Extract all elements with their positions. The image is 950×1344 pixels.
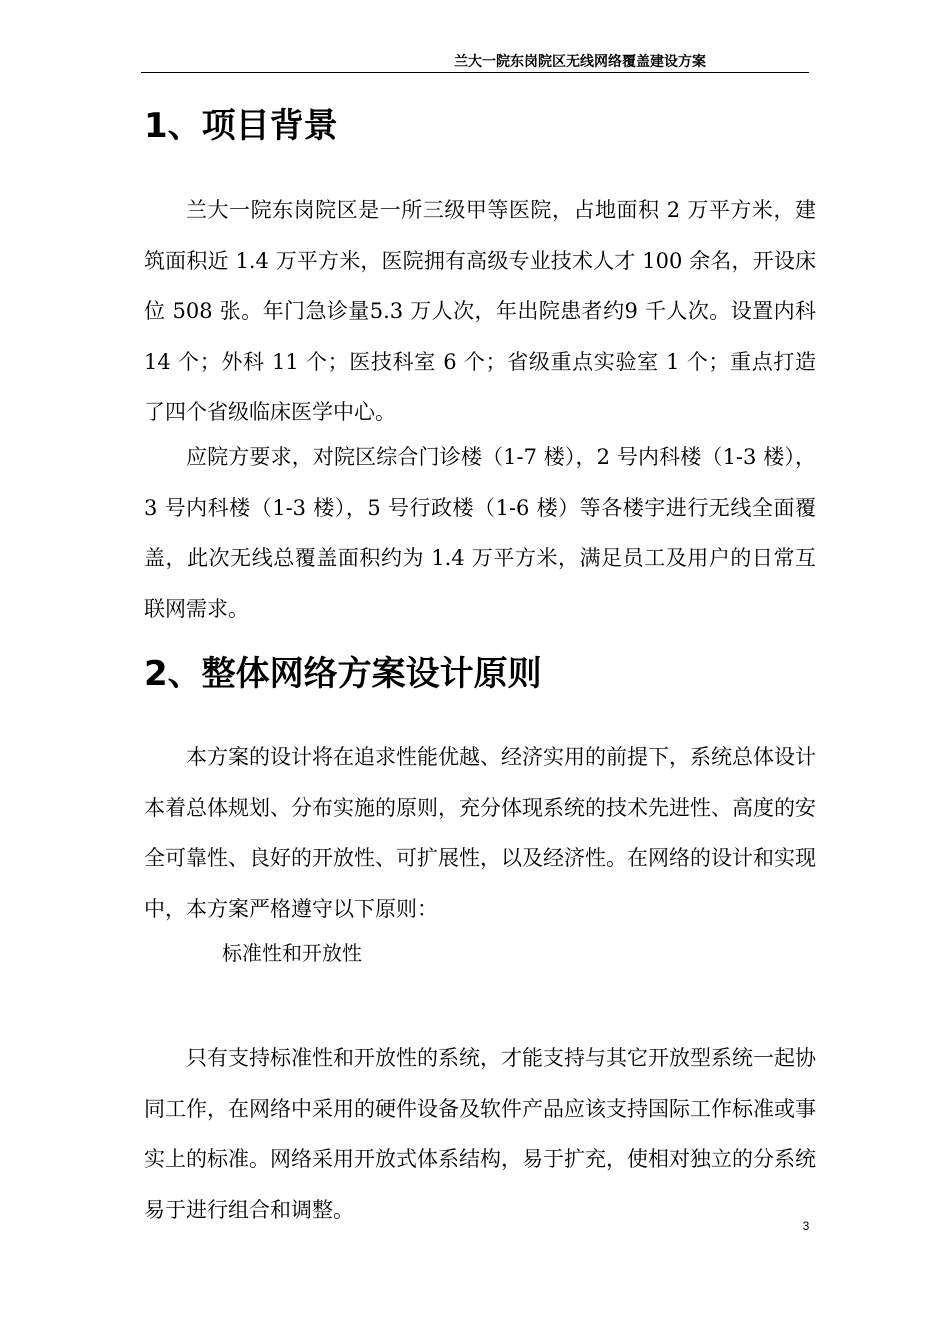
- paragraph-hospital-overview: 兰大一院东岗院区是一所三级甲等医院，占地面积 2 万平方米，建筑面积近 1.4 万平方米，医院拥有高级专业技术人才 100 余名，开设床位 508 张。年门急诊量5.3 万人次，年出院患者约9 千人次。设置内科 14 个；外科 11 个；医技科室 6 个；省级重点实验室 1 个；重点打造了四个省级临床医学中心。: [144, 198, 816, 424]
- paragraph-design-intro: 本方案的设计将在追求性能优越、经济实用的前提下，系统总体设计本着总体规划、分布实施的原则，充分体现系统的技术先进性、高度的安全可靠性、良好的开放性、可扩展性，以及经济性。在网络的设计和实现中，本方案严格遵守以下原则：: [144, 745, 816, 921]
- subsection-heading-standards-openness: 标准性和开放性: [222, 941, 362, 965]
- header-title: 兰大一院东岗院区无线网络覆盖建设方案: [454, 54, 706, 70]
- paragraph-coverage-requirement: 应院方要求，对院区综合门诊楼（1-7 楼），2 号内科楼（1-3 楼），3 号内科楼（1-3 楼），5 号行政楼（1-6 楼）等各楼宇进行无线全面覆盖，此次无线总覆盖面积约为 1.4 万平方米，满足员工及用户的日常互联网需求。: [144, 445, 816, 621]
- page-number: 3: [802, 1219, 810, 1233]
- section-heading-design-principles: 2、整体网络方案设计原则: [144, 654, 542, 694]
- paragraph-standards-openness: 只有支持标准性和开放性的系统，才能支持与其它开放型系统一起协同工作，在网络中采用的硬件设备及软件产品应该支持国际工作标准或事实上的标准。网络采用开放式体系结构，易于扩充，使相对独立的分系统易于进行组合和调整。: [144, 1046, 816, 1222]
- header-divider: [141, 72, 809, 73]
- section-heading-project-background: 1、项目背景: [144, 106, 338, 146]
